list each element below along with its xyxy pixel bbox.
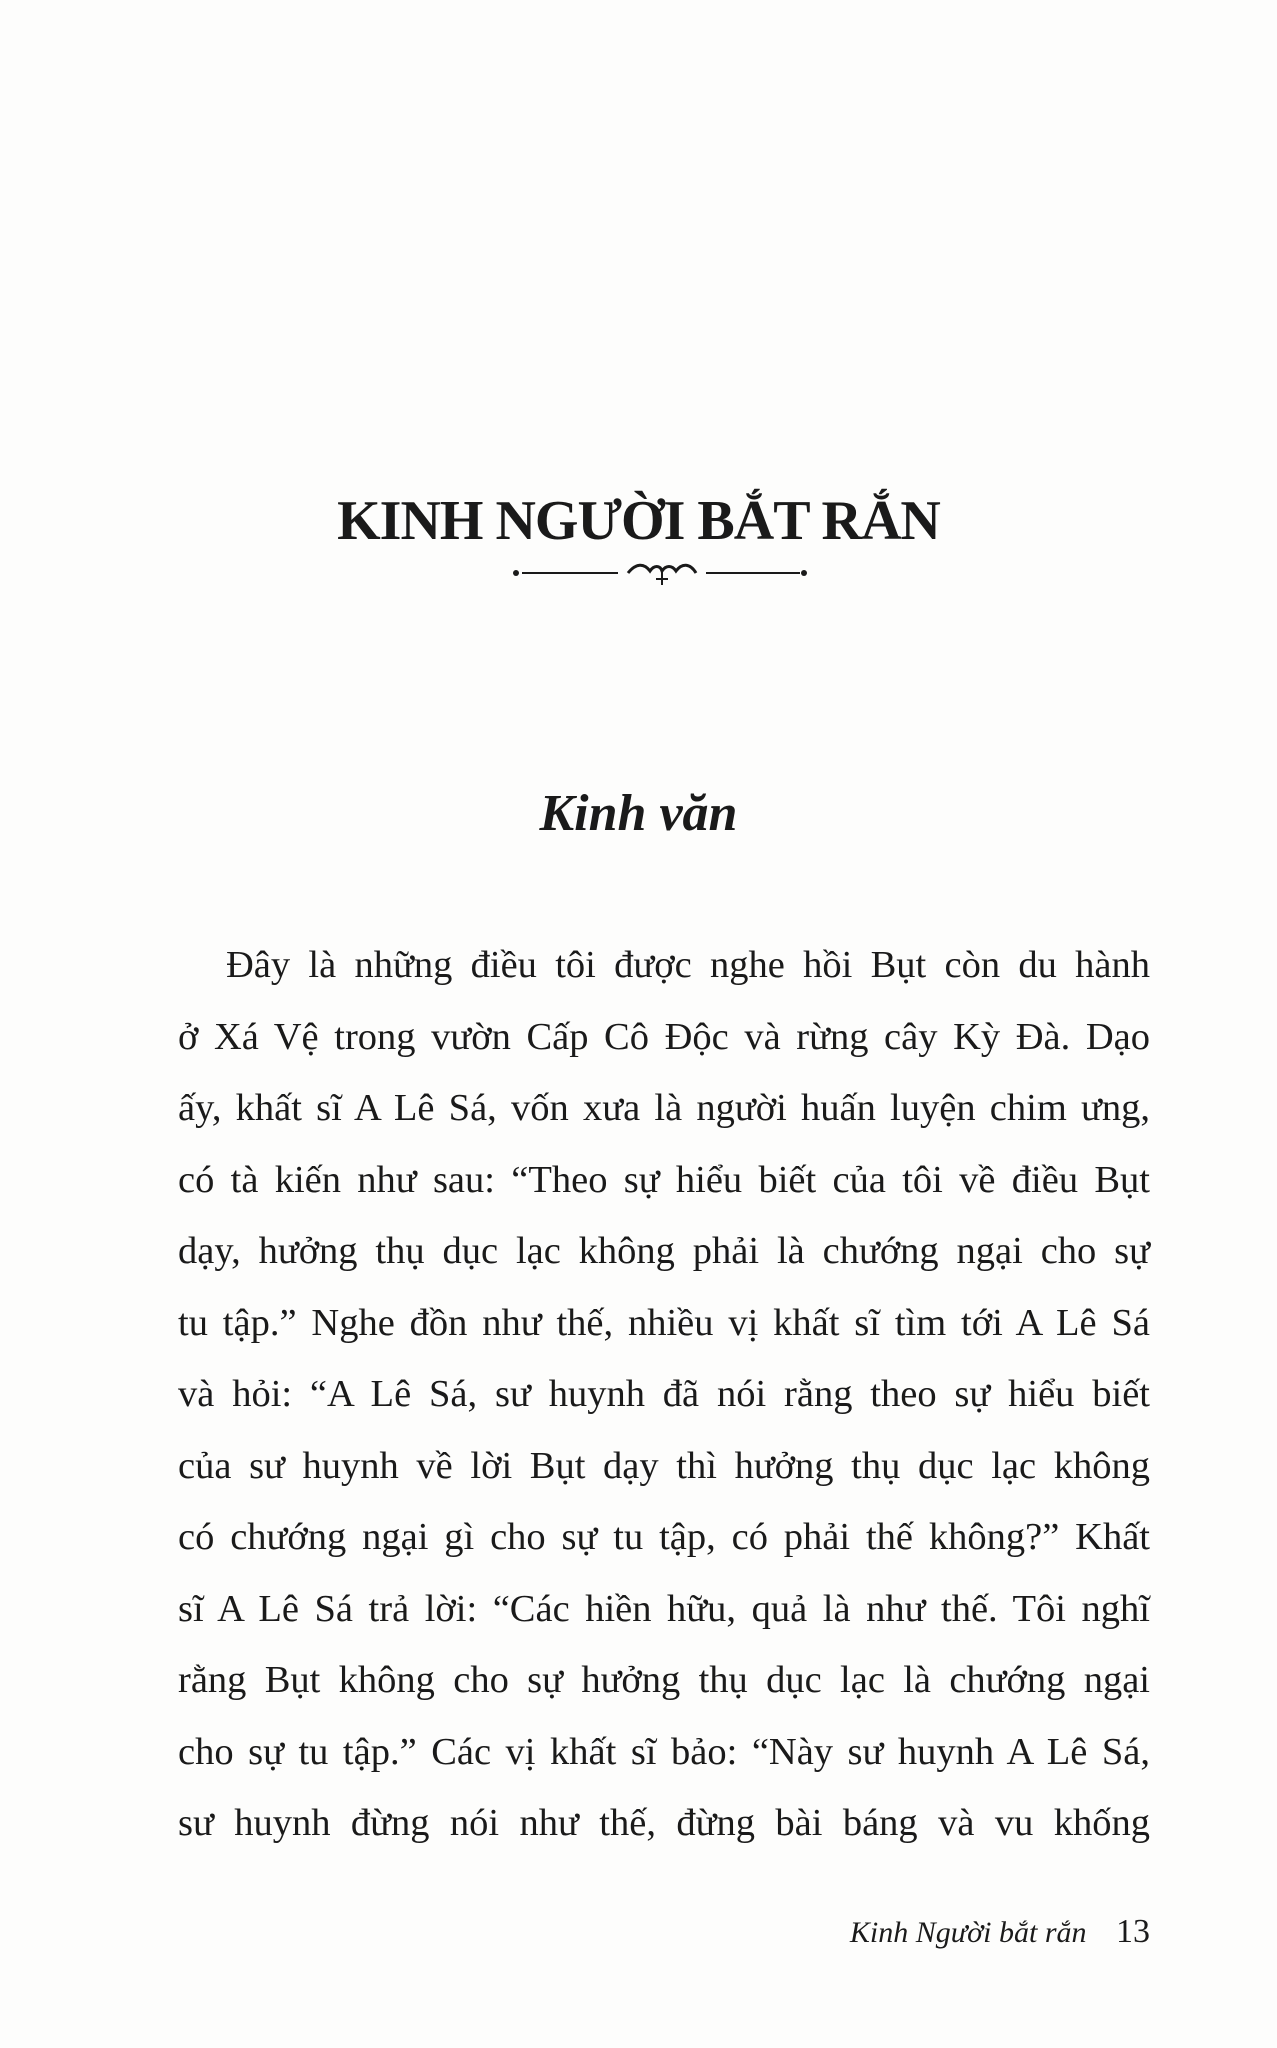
- fleuron-divider-icon: [510, 555, 810, 595]
- text-line: cho sự tu tập.” Các vị khất sĩ bảo: “Này sư huynh A Lê Sá,: [178, 1730, 1150, 1773]
- text-line: của sư huynh về lời Bụt dạy thì hưởng thụ dục lạc không: [178, 1444, 1150, 1487]
- text-line: ở Xá Vệ trong vườn Cấp Cô Độc và rừng cây Kỳ Đà. Dạo: [178, 1015, 1150, 1058]
- text-line: sư huynh đừng nói như thế, đừng bài báng và vu khống: [178, 1802, 1150, 1844]
- page-number: 13: [1116, 1913, 1150, 1950]
- body-paragraph: [178, 930, 1150, 1860]
- page-footer: [850, 1915, 1150, 1949]
- text-line: sĩ A Lê Sá trả lời: “Các hiền hữu, quả là như thế. Tôi nghĩ: [178, 1587, 1150, 1630]
- text-line: ấy, khất sĩ A Lê Sá, vốn xưa là người huấn luyện chim ưng,: [178, 1087, 1150, 1129]
- chapter-title: KINH NGƯỜI BẮT RẮN: [337, 489, 940, 552]
- running-title: Kinh Người bắt rắn: [849, 1916, 1087, 1949]
- text-line: dạy, hưởng thụ dục lạc không phải là chướng ngại cho sự: [178, 1230, 1150, 1272]
- text-line: rằng Bụt không cho sự hưởng thụ dục lạc là chướng ngại: [178, 1659, 1150, 1701]
- text-line: có tà kiến như sau: “Theo sự hiểu biết của tôi về điều Bụt: [178, 1158, 1150, 1201]
- text-line: và hỏi: “A Lê Sá, sư huynh đã nói rằng theo sự hiểu biết: [178, 1373, 1150, 1415]
- text-line: Đây là những điều tôi được nghe hồi Bụt còn du hành: [226, 944, 1150, 986]
- section-title: Kinh văn: [539, 785, 738, 843]
- text-line: tu tập.” Nghe đồn như thế, nhiều vị khất sĩ tìm tới A Lê Sá: [178, 1301, 1150, 1344]
- text-line: có chướng ngại gì cho sự tu tập, có phải thế không?” Khất: [178, 1516, 1150, 1558]
